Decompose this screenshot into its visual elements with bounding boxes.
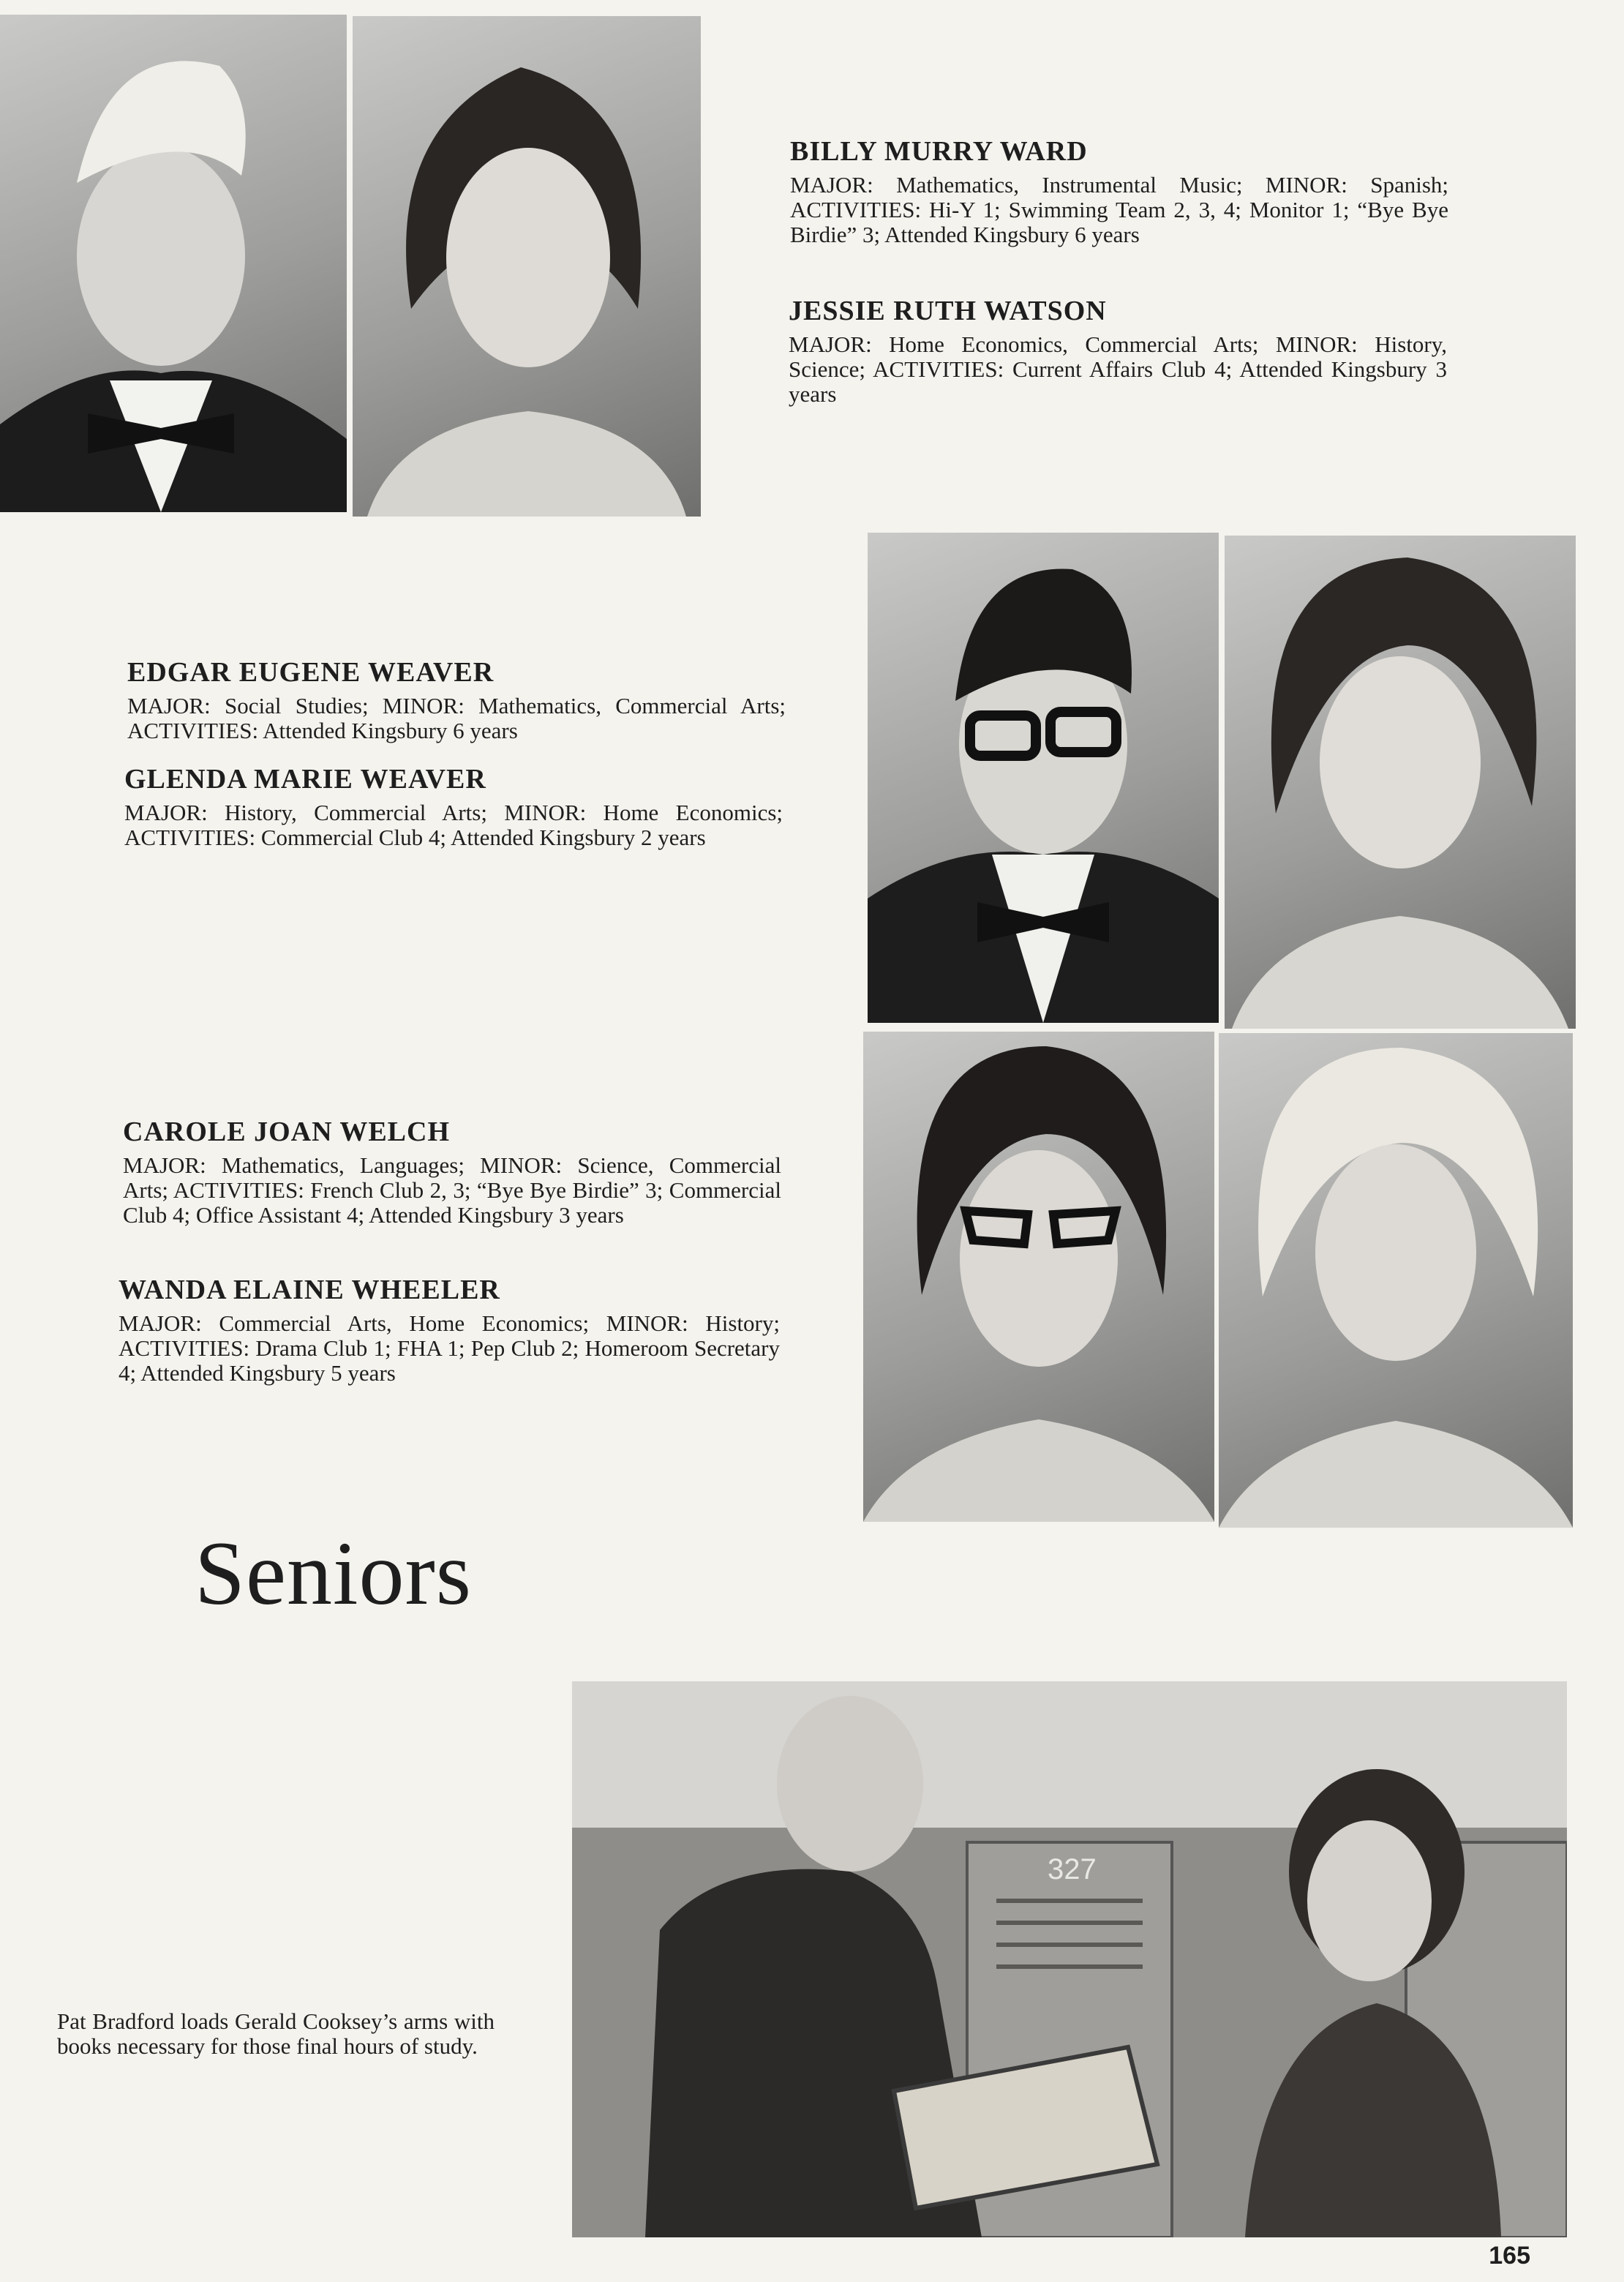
student-details: MAJOR: Commercial Arts, Home Economics; MINOR: History; ACTIVITIES: Drama Club 1; FHA 1; Pep Club 2; Homeroom Secretary 4; Attended Kingsbury 5 years xyxy=(119,1310,780,1386)
student-details: MAJOR: Social Studies; MINOR: Mathematics, Commercial Arts; ACTIVITIES: Attended Kingsbury 6 years xyxy=(127,692,786,743)
page-number: 165 xyxy=(1489,2242,1530,2270)
student-name: CAROLE JOAN WELCH xyxy=(123,1116,451,1147)
page-title: Seniors xyxy=(195,1523,472,1624)
student-name: JESSIE RUTH WATSON xyxy=(789,296,1107,326)
student-name: BILLY MURRY WARD xyxy=(790,136,1088,167)
student-details: MAJOR: Mathematics, Languages; MINOR: Science, Commercial Arts; ACTIVITIES: French Club 2, 3; “Bye Bye Birdie” 3; Commercial Club 4; Office Assistant 4; Attended Kingsbury 3 years xyxy=(123,1152,781,1228)
student-bio-carole-welch xyxy=(123,1116,781,1228)
portrait-billy-ward xyxy=(0,15,347,512)
student-details: MAJOR: History, Commercial Arts; MINOR: Home Economics; ACTIVITIES: Commercial Club 4; Attended Kingsbury 2 years xyxy=(124,799,783,850)
student-details: MAJOR: Mathematics, Instrumental Music; MINOR: Spanish; ACTIVITIES: Hi-Y 1; Swimming Team 2, 3, 4; Monitor 1; “Bye Bye Birdie” 3; Attended Kingsbury 6 years xyxy=(790,171,1448,247)
student-bio-glenda-weaver xyxy=(124,764,783,850)
student-bio-wanda-wheeler xyxy=(119,1275,780,1386)
student-bio-jessie-watson xyxy=(789,296,1447,407)
candid-photo-lockers xyxy=(572,1681,1567,2237)
portrait-carole-welch xyxy=(863,1032,1214,1522)
student-name: WANDA ELAINE WHEELER xyxy=(119,1275,500,1305)
locker-number-label: 327 xyxy=(1048,1853,1097,1885)
student-bio-edgar-weaver xyxy=(127,657,786,743)
portrait-jessie-watson xyxy=(353,16,701,517)
student-name: EDGAR EUGENE WEAVER xyxy=(127,657,495,688)
student-name: GLENDA MARIE WEAVER xyxy=(124,764,486,795)
portrait-wanda-wheeler xyxy=(1219,1033,1573,1528)
portrait-glenda-weaver xyxy=(1225,536,1576,1029)
photo-caption: Pat Bradford loads Gerald Cooksey’s arms with books necessary for those final hours of study. xyxy=(57,2008,495,2059)
portrait-edgar-weaver xyxy=(868,533,1219,1023)
student-details: MAJOR: Home Economics, Commercial Arts; MINOR: History, Science; ACTIVITIES: Current Affairs Club 4; Attended Kingsbury 3 years xyxy=(789,331,1447,407)
student-bio-billy-ward xyxy=(790,136,1448,247)
